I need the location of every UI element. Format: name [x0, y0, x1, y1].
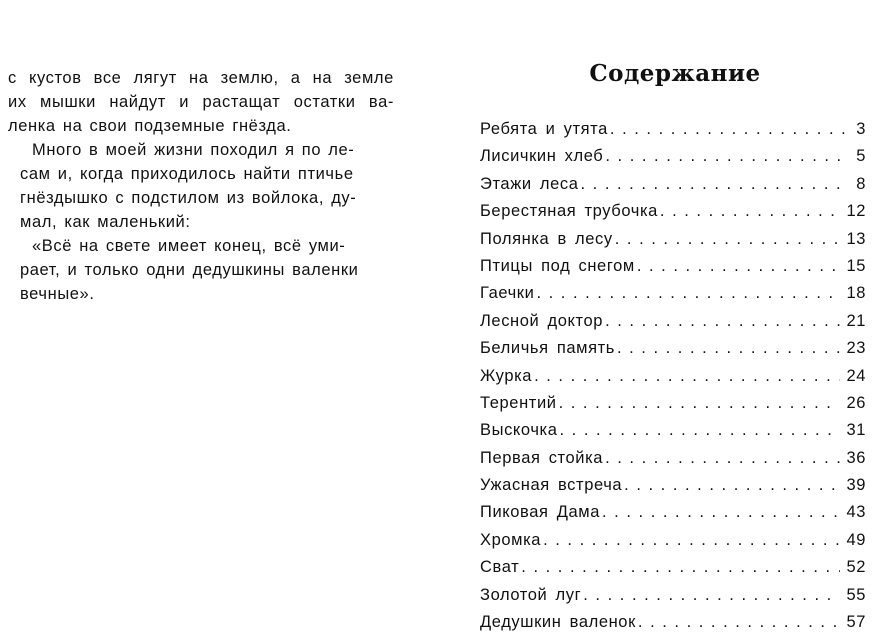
text-line: мал, как маленький:	[20, 213, 191, 231]
toc-entry[interactable]	[480, 120, 866, 147]
dot-leader	[583, 586, 840, 605]
dot-leader	[610, 120, 848, 139]
toc-entry-title: Гаечки	[480, 284, 535, 303]
toc-entry[interactable]	[480, 147, 866, 174]
text-line: сам и, когда приходилось найти птичье	[20, 165, 354, 183]
dot-leader	[605, 449, 840, 468]
toc-entry[interactable]	[480, 613, 866, 640]
toc-entry[interactable]	[480, 230, 866, 257]
text-line: с кустов все лягут на землю, а на земле	[8, 69, 394, 87]
text-line: вечные».	[20, 285, 95, 303]
left-page-text	[8, 66, 394, 306]
toc-entry-title: Полянка в лесу	[480, 229, 613, 248]
toc-entry-title: Терентий	[480, 393, 557, 412]
toc-entry[interactable]	[480, 339, 866, 366]
text-line: «Всё на свете имеет конец, всё уми-	[32, 237, 346, 255]
toc-entry[interactable]	[480, 503, 866, 530]
toc-entry[interactable]	[480, 312, 866, 339]
toc-entry-page: 5	[856, 147, 866, 166]
toc-entry-title: Выскочка	[480, 421, 558, 440]
toc-entry-page: 36	[846, 448, 866, 467]
dot-leader	[660, 202, 841, 221]
toc-entry[interactable]	[480, 421, 866, 448]
toc-entry-title: Лисичкин хлеб	[480, 147, 604, 166]
dot-leader	[534, 367, 840, 386]
toc-entry-page: 21	[846, 311, 866, 330]
toc-entry[interactable]	[480, 531, 866, 558]
toc-entry-page: 8	[856, 174, 866, 193]
text-line: рает, и только одни дедушкины валенки	[20, 261, 359, 279]
dot-leader	[560, 421, 841, 440]
paragraph	[8, 234, 394, 306]
text-line: гнёздышко с подстилом из войлока, ду-	[20, 189, 357, 207]
toc-entry-page: 43	[846, 503, 866, 522]
toc-entry[interactable]	[480, 449, 866, 476]
toc-title: Содержание	[589, 60, 761, 87]
toc-entry-title: Этажи леса	[480, 174, 579, 193]
toc-entry[interactable]	[480, 394, 866, 421]
toc-entry-title: Хромка	[480, 530, 542, 549]
toc-entry-page: 23	[846, 339, 866, 358]
toc-entry[interactable]	[480, 476, 866, 503]
toc-list	[480, 120, 866, 640]
dot-leader	[580, 175, 848, 194]
toc-entry-page: 12	[846, 202, 866, 221]
toc-entry-page: 57	[846, 613, 866, 632]
toc-entry[interactable]	[480, 558, 866, 585]
dot-leader	[605, 147, 848, 166]
toc-entry-page: 49	[846, 530, 866, 549]
toc-entry-title: Беличья память	[480, 339, 615, 358]
toc-entry[interactable]	[480, 175, 866, 202]
dot-leader	[617, 339, 840, 358]
toc-entry-title: Журка	[480, 366, 533, 385]
toc-entry-title: Первая стойка	[480, 448, 604, 467]
toc-entry-title: Сват	[480, 558, 520, 577]
dot-leader	[637, 257, 841, 276]
dot-leader	[559, 394, 841, 413]
toc-entry[interactable]	[480, 586, 866, 613]
toc-entry[interactable]	[480, 257, 866, 284]
toc-entry-page: 3	[856, 120, 866, 138]
dot-leader	[521, 558, 840, 577]
toc-entry-page: 52	[846, 558, 866, 577]
toc-entry-page: 24	[846, 366, 866, 385]
toc-entry-page: 15	[846, 256, 866, 275]
dot-leader	[536, 284, 840, 303]
dot-leader	[624, 476, 840, 495]
toc-entry-title: Пиковая Дама	[480, 503, 601, 522]
toc-entry-title: Берестяная трубочка	[480, 202, 658, 221]
toc-entry-title: Ребята и утята	[480, 120, 608, 138]
toc-entry-page: 39	[846, 476, 866, 495]
paragraph	[8, 66, 394, 138]
toc-entry-page: 26	[846, 393, 866, 412]
toc-entry-title: Дедушкин валенок	[480, 613, 636, 632]
toc-entry-page: 31	[846, 421, 866, 440]
toc-entry-title: Птицы под снегом	[480, 256, 635, 275]
text-line: их мышки найдут и растащат остатки ва-	[8, 93, 394, 111]
toc-entry-title: Лесной доктор	[480, 311, 604, 330]
dot-leader	[605, 312, 840, 331]
toc-entry[interactable]	[480, 202, 866, 229]
toc-entry-page: 13	[846, 229, 866, 248]
toc-entry-title: Ужасная встреча	[480, 476, 623, 495]
toc-entry[interactable]	[480, 367, 866, 394]
toc-entry-page: 55	[846, 585, 866, 604]
toc-entry-title: Золотой луг	[480, 585, 582, 604]
text-line: ленка на свои подземные гнёзда.	[8, 117, 292, 135]
text-line: Много в моей жизни походил я по ле-	[32, 141, 355, 159]
dot-leader	[602, 503, 840, 522]
toc-entry[interactable]	[480, 284, 866, 311]
dot-leader	[543, 531, 840, 550]
dot-leader	[615, 230, 841, 249]
toc-entry-page: 18	[846, 284, 866, 303]
paragraph	[8, 138, 394, 234]
dot-leader	[638, 613, 841, 632]
